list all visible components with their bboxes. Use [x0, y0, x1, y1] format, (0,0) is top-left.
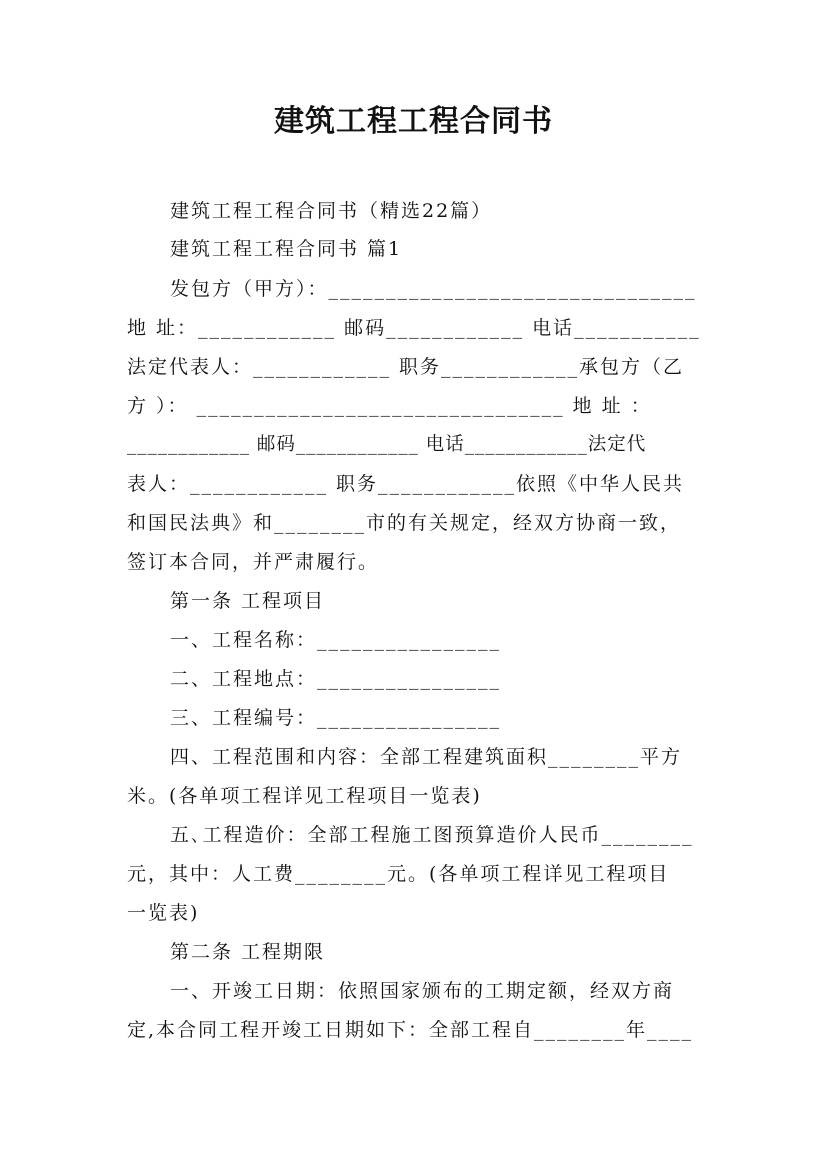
paragraph-line: 发包方（甲方）：________________________________ — [170, 278, 697, 300]
paragraph-line: 签订本合同，并严肃履行。 — [127, 551, 380, 573]
document-subtitle: 建筑工程工程合同书（精选22篇） — [170, 200, 493, 222]
article-heading: 第二条 工程期限 — [170, 941, 326, 963]
paragraph-line: 五､工程造价：全部工程施工图预算造价人民币________ — [170, 824, 694, 846]
paragraph-line: 表人：____________ 职务____________依照《中华人民共 — [127, 473, 685, 495]
document-title: 建筑工程工程合同书 — [274, 104, 553, 139]
paragraph-line: 三、工程编号：________________ — [170, 707, 502, 729]
paragraph-line: 一、工程名称：________________ — [170, 629, 502, 651]
article-heading: 第一条 工程项目 — [170, 590, 326, 612]
paragraph-line: 米。(各单项工程详见工程项目一览表) — [127, 785, 482, 807]
paragraph-line: 一、开竣工日期：依照国家颁布的工期定额，经双方商 — [170, 980, 675, 1002]
paragraph-line: 定,本合同工程开竣工日期如下：全部工程自________年____ — [127, 1019, 694, 1041]
paragraph-line: 法定代表人：____________ 职务____________承包方（乙 — [127, 356, 685, 378]
paragraph-line: 二、工程地点：________________ — [170, 668, 502, 690]
paragraph-line: 四、工程范围和内容：全部工程建筑面积________平方 — [170, 746, 683, 768]
paragraph-line: 元，其中：人工费________元。(各单项工程详见工程项目 — [127, 863, 670, 885]
paragraph-line: 地 址：____________ 邮码____________ 电话___________ — [127, 317, 701, 339]
paragraph-line: 和国民法典》和________市的有关规定，经双方协商一致， — [127, 512, 682, 534]
paragraph-line: 一览表) — [127, 902, 200, 924]
paragraph-line: ____________ 邮码____________ 电话____________法定代 — [127, 434, 647, 455]
section-heading: 建筑工程工程合同书 篇1 — [170, 238, 403, 260]
paragraph-line: 方 ）： ________________________________ 地 址 ： — [127, 395, 652, 417]
